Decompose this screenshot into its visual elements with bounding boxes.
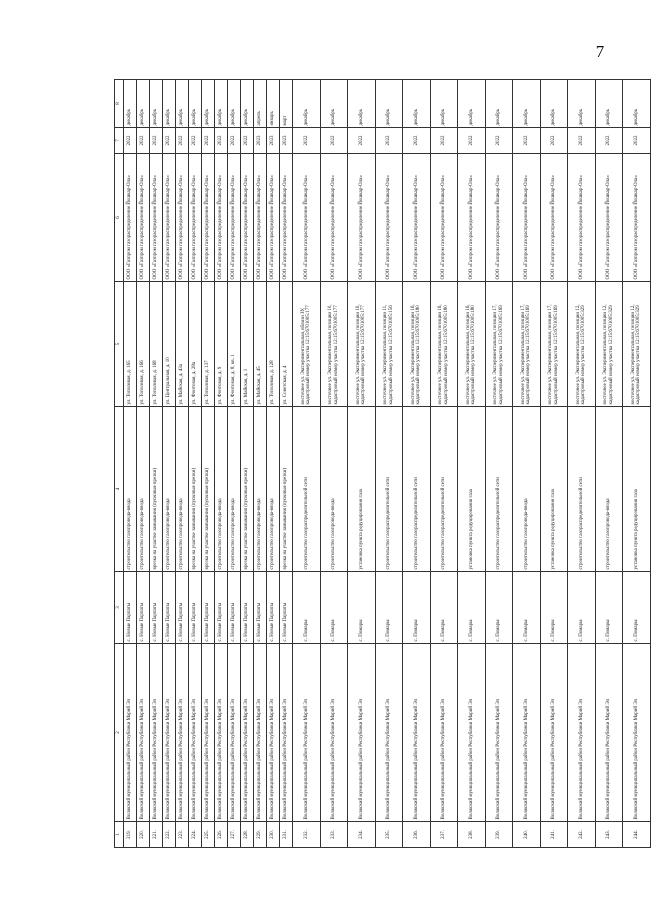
table-row [485, 80, 513, 848]
row-number: 241. [540, 822, 568, 848]
address-cell: восточнее ул. Экспериментальная, позиции 12, кадастровый номер участка 12:15:6701005:329 [623, 282, 651, 407]
month-cell: декабрь [189, 80, 202, 128]
address-cell: восточнее ул. Экспериментальная, позиции 10, кадастровый номер участка 12:15:6701005:177 [348, 282, 376, 407]
col-header-2: 2 [115, 644, 124, 822]
table-row [320, 80, 348, 848]
year-cell: 2023 [267, 128, 280, 154]
work-type-cell: врезка на участке замыкания (пусковые врезки) [150, 407, 163, 572]
year-cell: 2022 [458, 128, 486, 154]
locality-cell: с. Помары [403, 572, 431, 644]
work-type-cell: врезка на участке замыкания (пусковые врезки) [280, 407, 293, 572]
table-row [137, 80, 150, 848]
work-type-cell: установка пункта редуцирования газа [623, 407, 651, 572]
address-cell: восточнее ул. Экспериментальная, позиции 12, кадастровый номер участка 12:15:6701005:329 [595, 282, 623, 407]
month-cell: декабрь [513, 80, 541, 128]
address-cell: ул. Тополевая, д. 168 [150, 282, 163, 407]
district-cell: Волжский муниципальный район Республики Марий Эл [623, 644, 651, 822]
work-type-cell: врезка на участке замыкания (пусковые врезки) [241, 407, 254, 572]
table-row [150, 80, 163, 848]
col-header-3: 3 [115, 572, 124, 644]
month-cell: декабрь [202, 80, 215, 128]
row-number: 224. [189, 822, 202, 848]
district-cell: Волжский муниципальный район Республики Марий Эл [513, 644, 541, 822]
work-type-cell: строительство газопровода-ввода [176, 407, 189, 572]
row-number: 232. [293, 822, 321, 848]
organization-cell: ООО «Газпром газораспределение Йошкар-Ола» [568, 154, 596, 282]
month-cell: декабрь [137, 80, 150, 128]
month-cell: декабрь [176, 80, 189, 128]
gasification-schedule-table [114, 79, 651, 848]
organization-cell: ООО «Газпром газораспределение Йошкар-Ола» [228, 154, 241, 282]
district-cell: Волжский муниципальный район Республики Марий Эл [254, 644, 267, 822]
col-header-5: 5 [115, 282, 124, 407]
table-row [189, 80, 202, 848]
locality-cell: с. Помары [623, 572, 651, 644]
table-row [241, 80, 254, 848]
month-cell: декабрь [458, 80, 486, 128]
district-cell: Волжский муниципальный район Республики Марий Эл [320, 644, 348, 822]
address-cell: ул. Центральная, д. 10 [163, 282, 176, 407]
district-cell: Волжский муниципальный район Республики Марий Эл [458, 644, 486, 822]
address-cell: восточнее ул. Экспериментальная, позиции 16, кадастровый номер участка 12:15:6701005:180 [403, 282, 431, 407]
rotated-table-wrapper [114, 80, 642, 848]
row-number: 233. [320, 822, 348, 848]
organization-cell: ООО «Газпром газораспределение Йошкар-Ола» [124, 154, 137, 282]
month-cell: январь [267, 80, 280, 128]
col-header-7: 7 [115, 128, 124, 154]
year-cell: 2022 [293, 128, 321, 154]
locality-cell: с. Новые Парпаты [176, 572, 189, 644]
work-type-cell: строительство газопровода-ввода [215, 407, 228, 572]
locality-cell: с. Новые Парпаты [280, 572, 293, 644]
organization-cell: ООО «Газпром газораспределение Йошкар-Ола» [458, 154, 486, 282]
year-cell: 2022 [513, 128, 541, 154]
address-cell: ул. Тополевая, д. 128 [267, 282, 280, 407]
locality-cell: с. Помары [540, 572, 568, 644]
row-number: 226. [215, 822, 228, 848]
work-type-cell: строительство газопровода-ввода [254, 407, 267, 572]
locality-cell: с. Новые Парпаты [228, 572, 241, 644]
organization-cell: ООО «Газпром газораспределение Йошкар-Ола» [375, 154, 403, 282]
district-cell: Волжский муниципальный район Республики Марий Эл [215, 644, 228, 822]
work-type-cell: строительство газопровода-ввода [320, 407, 348, 572]
locality-cell: с. Помары [320, 572, 348, 644]
month-cell: декабрь [293, 80, 321, 128]
table-row [540, 80, 568, 848]
locality-cell: с. Новые Парпаты [241, 572, 254, 644]
organization-cell: ООО «Газпром газораспределение Йошкар-Ола» [241, 154, 254, 282]
month-cell: апрель [254, 80, 267, 128]
organization-cell: ООО «Газпром газораспределение Йошкар-Ола» [623, 154, 651, 282]
locality-cell: с. Новые Парпаты [124, 572, 137, 644]
organization-cell: ООО «Газпром газораспределение Йошкар-Ола» [150, 154, 163, 282]
district-cell: Волжский муниципальный район Республики Марий Эл [137, 644, 150, 822]
year-cell: 2022 [202, 128, 215, 154]
table-row [430, 80, 458, 848]
row-number: 225. [202, 822, 215, 848]
table-row [513, 80, 541, 848]
table-row [254, 80, 267, 848]
table-row [202, 80, 215, 848]
year-cell: 2022 [595, 128, 623, 154]
district-cell: Волжский муниципальный район Республики Марий Эл [403, 644, 431, 822]
month-cell: декабрь [403, 80, 431, 128]
district-cell: Волжский муниципальный район Республики Марий Эл [540, 644, 568, 822]
row-number: 230. [267, 822, 280, 848]
month-cell: декабрь [568, 80, 596, 128]
district-cell: Волжский муниципальный район Республики Марий Эл [293, 644, 321, 822]
table-row [348, 80, 376, 848]
row-number: 220. [137, 822, 150, 848]
year-cell: 2022 [485, 128, 513, 154]
address-cell: ул. Советская, д. 4 [280, 282, 293, 407]
district-cell: Волжский муниципальный район Республики Марий Эл [202, 644, 215, 822]
col-header-1: 1 [115, 822, 124, 848]
year-cell: 2022 [215, 128, 228, 154]
header-row [115, 80, 124, 848]
locality-cell: с. Новые Парпаты [137, 572, 150, 644]
organization-cell: ООО «Газпром газораспределение Йошкар-Ола» [348, 154, 376, 282]
year-cell: 2022 [623, 128, 651, 154]
work-type-cell: врезка на участке замыкания (пусковые врезки) [202, 407, 215, 572]
work-type-cell: строительство газораспределительной сети [293, 407, 321, 572]
address-cell: восточнее ул. Экспериментальная, позиции 12, кадастровый номер участка 12:15:6701005:329 [568, 282, 596, 407]
year-cell: 2022 [228, 128, 241, 154]
row-number: 239. [485, 822, 513, 848]
month-cell: декабрь [485, 80, 513, 128]
locality-cell: с. Помары [375, 572, 403, 644]
table-row [163, 80, 176, 848]
year-cell: 2023 [254, 128, 267, 154]
work-type-cell: строительство газораспределительной сети [430, 407, 458, 572]
work-type-cell: строительство газопровода-ввода [267, 407, 280, 572]
organization-cell: ООО «Газпром газораспределение Йошкар-Ола» [202, 154, 215, 282]
address-cell: ул. Майская, д. 1 [241, 282, 254, 407]
year-cell: 2022 [348, 128, 376, 154]
district-cell: Волжский муниципальный район Республики Марий Эл [267, 644, 280, 822]
row-number: 237. [430, 822, 458, 848]
address-cell: ул. Тополевая, д. 166 [137, 282, 150, 407]
district-cell: Волжский муниципальный район Республики Марий Эл [280, 644, 293, 822]
district-cell: Волжский муниципальный район Республики Марий Эл [176, 644, 189, 822]
address-cell: ул. Фонтовая, д. 8, кв. 1 [228, 282, 241, 407]
locality-cell: с. Помары [458, 572, 486, 644]
year-cell: 2022 [150, 128, 163, 154]
row-number: 223. [176, 822, 189, 848]
organization-cell: ООО «Газпром газораспределение Йошкар-Ола» [267, 154, 280, 282]
address-cell: ул. Майская, д. 45 [254, 282, 267, 407]
district-cell: Волжский муниципальный район Республики Марий Эл [375, 644, 403, 822]
table-row [568, 80, 596, 848]
table-row [458, 80, 486, 848]
table-row [595, 80, 623, 848]
work-type-cell: строительство газораспределительной сети [485, 407, 513, 572]
table-row [215, 80, 228, 848]
table-row [267, 80, 280, 848]
work-type-cell: строительство газопровода-ввода [595, 407, 623, 572]
row-number: 222. [163, 822, 176, 848]
row-number: 238. [458, 822, 486, 848]
year-cell: 2022 [540, 128, 568, 154]
year-cell: 2022 [124, 128, 137, 154]
work-type-cell: строительство газопровода-ввода [137, 407, 150, 572]
address-cell: восточнее ул. Экспериментальная, позиции 17, кадастровый номер участка 12:15:6701005:169 [485, 282, 513, 407]
work-type-cell: установка пункта редуцирования газа [458, 407, 486, 572]
locality-cell: с. Новые Парпаты [202, 572, 215, 644]
work-type-cell: строительство газопровода-ввода [228, 407, 241, 572]
work-type-cell: установка пункта редуцирования газа [348, 407, 376, 572]
address-cell: ул. Фонтовая, д. 28а [189, 282, 202, 407]
month-cell: декабрь [623, 80, 651, 128]
locality-cell: с. Новые Парпаты [215, 572, 228, 644]
month-cell: декабрь [430, 80, 458, 128]
year-cell: 2022 [375, 128, 403, 154]
col-header-8: 8 [115, 80, 124, 128]
address-cell: восточнее ул. Экспериментальная, позиции 17, кадастровый номер участка 12:15:6701005:169 [540, 282, 568, 407]
row-number: 235. [375, 822, 403, 848]
work-type-cell: врезка на участке замыкания (пусковые врезки) [189, 407, 202, 572]
locality-cell: с. Помары [568, 572, 596, 644]
month-cell: декабрь [320, 80, 348, 128]
address-cell: ул. Фонтовая, д. 9 [215, 282, 228, 407]
district-cell: Волжский муниципальный район Республики Марий Эл [485, 644, 513, 822]
organization-cell: ООО «Газпром газораспределение Йошкар-Ола» [254, 154, 267, 282]
month-cell: декабрь [124, 80, 137, 128]
address-cell: восточнее ул. Экспериментальная, вблизи ЗУ, кадастровый номер участка 12:15:6701005:177 [293, 282, 321, 407]
address-cell: восточнее ул. Экспериментальная, позиции 17, кадастровый номер участка 12:15:6701005:169 [513, 282, 541, 407]
row-number: 219. [124, 822, 137, 848]
organization-cell: ООО «Газпром газораспределение Йошкар-Ола» [485, 154, 513, 282]
organization-cell: ООО «Газпром газораспределение Йошкар-Ола» [513, 154, 541, 282]
locality-cell: с. Помары [485, 572, 513, 644]
work-type-cell: строительство газопровода-ввода [163, 407, 176, 572]
month-cell: декабрь [375, 80, 403, 128]
work-type-cell: строительство газораспределительной сети [568, 407, 596, 572]
organization-cell: ООО «Газпром газораспределение Йошкар-Ола» [280, 154, 293, 282]
address-cell: восточнее ул. Экспериментальная, позиции 10, кадастровый номер участка 12:15:6701005:177 [320, 282, 348, 407]
district-cell: Волжский муниципальный район Республики Марий Эл [241, 644, 254, 822]
organization-cell: ООО «Газпром газораспределение Йошкар-Ола» [320, 154, 348, 282]
row-number: 242. [568, 822, 596, 848]
address-cell: ул. Тополевая, д. 137 [202, 282, 215, 407]
table-row [124, 80, 137, 848]
table-body [124, 80, 651, 848]
work-type-cell: строительство газопровода-ввода [513, 407, 541, 572]
locality-cell: с. Новые Парпаты [254, 572, 267, 644]
month-cell: декабрь [595, 80, 623, 128]
row-number: 227. [228, 822, 241, 848]
year-cell: 2022 [403, 128, 431, 154]
locality-cell: с. Новые Парпаты [189, 572, 202, 644]
month-cell: декабрь [348, 80, 376, 128]
work-type-cell: строительство газопровода-ввода [124, 407, 137, 572]
row-number: 236. [403, 822, 431, 848]
locality-cell: с. Помары [293, 572, 321, 644]
district-cell: Волжский муниципальный район Республики Марий Эл [189, 644, 202, 822]
table-row [228, 80, 241, 848]
row-number: 231. [280, 822, 293, 848]
work-type-cell: строительство газораспределительной сети [375, 407, 403, 572]
table-row [293, 80, 321, 848]
organization-cell: ООО «Газпром газораспределение Йошкар-Ола» [189, 154, 202, 282]
year-cell: 2022 [189, 128, 202, 154]
organization-cell: ООО «Газпром газораспределение Йошкар-Ола» [215, 154, 228, 282]
locality-cell: с. Новые Парпаты [163, 572, 176, 644]
page-number: 7 [595, 42, 605, 61]
row-number: 240. [513, 822, 541, 848]
month-cell: декабрь [540, 80, 568, 128]
month-cell: декабрь [228, 80, 241, 128]
district-cell: Волжский муниципальный район Республики Марий Эл [150, 644, 163, 822]
organization-cell: ООО «Газпром газораспределение Йошкар-Ола» [540, 154, 568, 282]
district-cell: Волжский муниципальный район Республики Марий Эл [348, 644, 376, 822]
locality-cell: с. Помары [430, 572, 458, 644]
district-cell: Волжский муниципальный район Республики Марий Эл [163, 644, 176, 822]
address-cell: восточнее ул. Экспериментальная, позиции 16, кадастровый номер участка 12:15:6701005:180 [430, 282, 458, 407]
organization-cell: ООО «Газпром газораспределение Йошкар-Ола» [293, 154, 321, 282]
organization-cell: ООО «Газпром газораспределение Йошкар-Ола» [176, 154, 189, 282]
organization-cell: ООО «Газпром газораспределение Йошкар-Ола» [163, 154, 176, 282]
table-row [176, 80, 189, 848]
locality-cell: с. Новые Парпаты [150, 572, 163, 644]
year-cell: 2022 [137, 128, 150, 154]
locality-cell: с. Помары [595, 572, 623, 644]
row-number: 234. [348, 822, 376, 848]
year-cell: 2022 [176, 128, 189, 154]
year-cell: 2022 [241, 128, 254, 154]
work-type-cell: установка пункта редуцирования газа [540, 407, 568, 572]
table-row [280, 80, 293, 848]
month-cell: декабрь [163, 80, 176, 128]
row-number: 228. [241, 822, 254, 848]
district-cell: Волжский муниципальный район Республики Марий Эл [430, 644, 458, 822]
work-type-cell: строительство газораспределительной сети [403, 407, 431, 572]
year-cell: 2022 [430, 128, 458, 154]
year-cell: 2022 [320, 128, 348, 154]
table-row [623, 80, 651, 848]
year-cell: 2022 [568, 128, 596, 154]
month-cell: март [280, 80, 293, 128]
address-cell: ул. Майская, д. 43а [176, 282, 189, 407]
district-cell: Волжский муниципальный район Республики Марий Эл [595, 644, 623, 822]
year-cell: 2023 [280, 128, 293, 154]
table-row [403, 80, 431, 848]
col-header-6: 6 [115, 154, 124, 282]
row-number: 244. [623, 822, 651, 848]
organization-cell: ООО «Газпром газораспределение Йошкар-Ола» [595, 154, 623, 282]
year-cell: 2022 [163, 128, 176, 154]
organization-cell: ООО «Газпром газораспределение Йошкар-Ола» [137, 154, 150, 282]
address-cell: восточнее ул. Экспериментальная, позиции 16, кадастровый номер участка 12:15:6701005:180 [458, 282, 486, 407]
month-cell: декабрь [241, 80, 254, 128]
locality-cell: с. Помары [513, 572, 541, 644]
row-number: 229. [254, 822, 267, 848]
row-number: 221. [150, 822, 163, 848]
row-number: 243. [595, 822, 623, 848]
organization-cell: ООО «Газпром газораспределение Йошкар-Ола» [430, 154, 458, 282]
month-cell: декабрь [215, 80, 228, 128]
table-row [375, 80, 403, 848]
month-cell: декабрь [150, 80, 163, 128]
district-cell: Волжский муниципальный район Республики Марий Эл [228, 644, 241, 822]
district-cell: Волжский муниципальный район Республики Марий Эл [124, 644, 137, 822]
organization-cell: ООО «Газпром газораспределение Йошкар-Ола» [403, 154, 431, 282]
address-cell: ул. Тополевая, д. 165 [124, 282, 137, 407]
locality-cell: с. Помары [348, 572, 376, 644]
col-header-4: 4 [115, 407, 124, 572]
address-cell: восточнее ул. Экспериментальная, позиции 11, кадастровый номер участка 12:15:6701005:156 [375, 282, 403, 407]
district-cell: Волжский муниципальный район Республики Марий Эл [568, 644, 596, 822]
locality-cell: с. Новые Парпаты [267, 572, 280, 644]
